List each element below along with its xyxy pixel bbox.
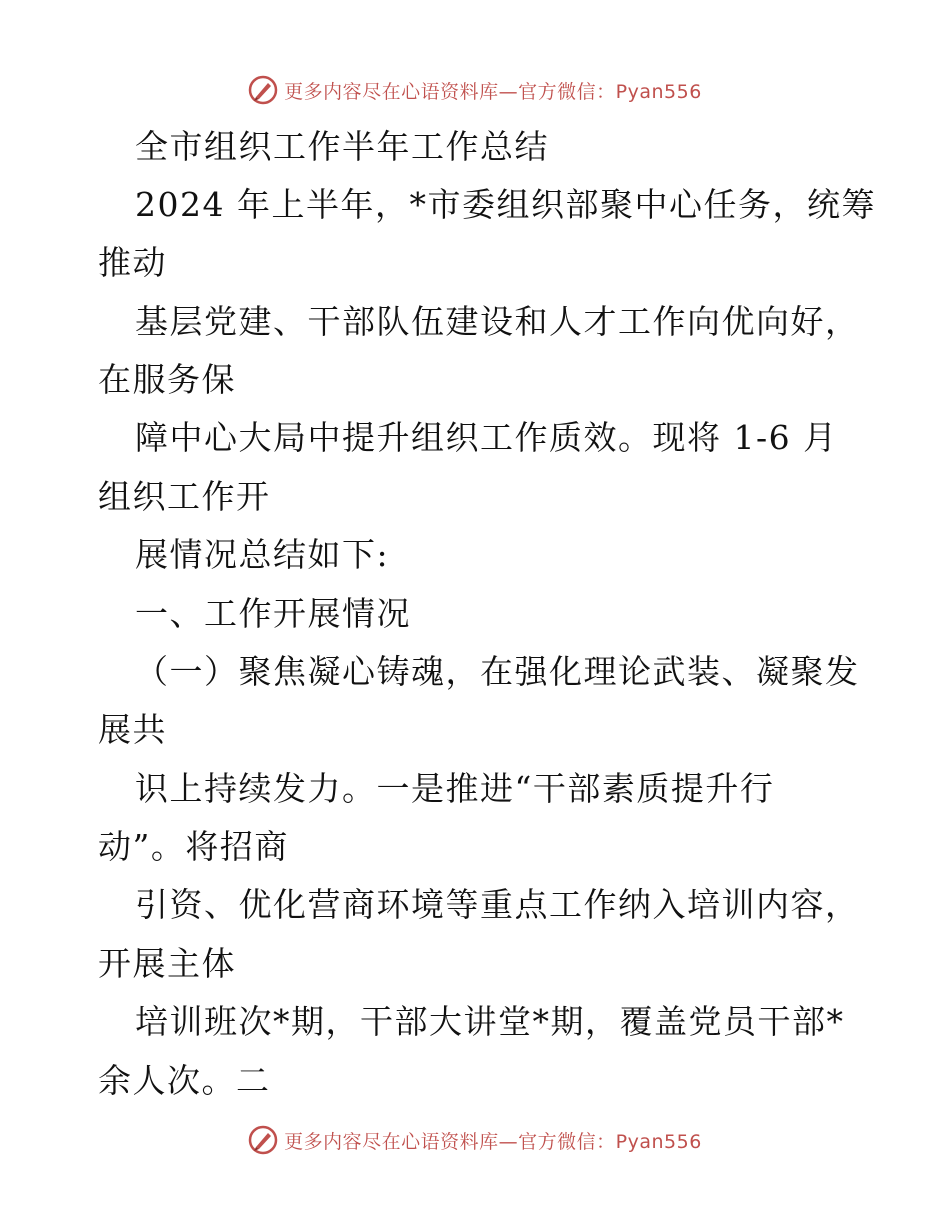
paragraph-line: 余人次。二 <box>98 1061 271 1100</box>
paragraph-line: 识上持续发力。一是推进“干部素质提升行 <box>135 769 775 808</box>
pen-logo-icon <box>248 1125 278 1155</box>
watermark-footer <box>0 1120 950 1160</box>
watermark-text: 更多内容尽在心语资料库—官方微信：Pyan556 <box>284 80 702 103</box>
paragraph-line: 展情况总结如下: <box>135 535 390 574</box>
paragraph-line: 培训班次*期，干部大讲堂*期，覆盖党员干部* <box>135 1002 845 1041</box>
subsection-heading: （一）聚焦凝心铸魂，在强化理论武装、凝聚发 <box>135 652 860 691</box>
paragraph-line: 基层党建、干部队伍建设和人才工作向优向好， <box>135 302 860 341</box>
paragraph-line: 展共 <box>98 710 167 749</box>
paragraph-line: 引资、优化营商环境等重点工作纳入培训内容， <box>135 885 860 924</box>
document-title: 全市组织工作半年工作总结 <box>135 127 549 166</box>
paragraph-line: 组织工作开 <box>98 477 271 516</box>
paragraph-line: 动”。将招商 <box>98 827 289 866</box>
paragraph-line: 推动 <box>98 243 167 282</box>
paragraph-line: 2024 年上半年，*市委组织部聚中心任务，统筹 <box>135 185 876 224</box>
paragraph-line: 开展主体 <box>98 944 236 983</box>
section-heading: 一、工作开展情况 <box>135 594 411 633</box>
paragraph-line: 在服务保 <box>98 360 236 399</box>
watermark-text: 更多内容尽在心语资料库—官方微信：Pyan556 <box>284 1130 702 1153</box>
paragraph-line: 障中心大局中提升组织工作质效。现将 1-6 月 <box>135 418 838 457</box>
